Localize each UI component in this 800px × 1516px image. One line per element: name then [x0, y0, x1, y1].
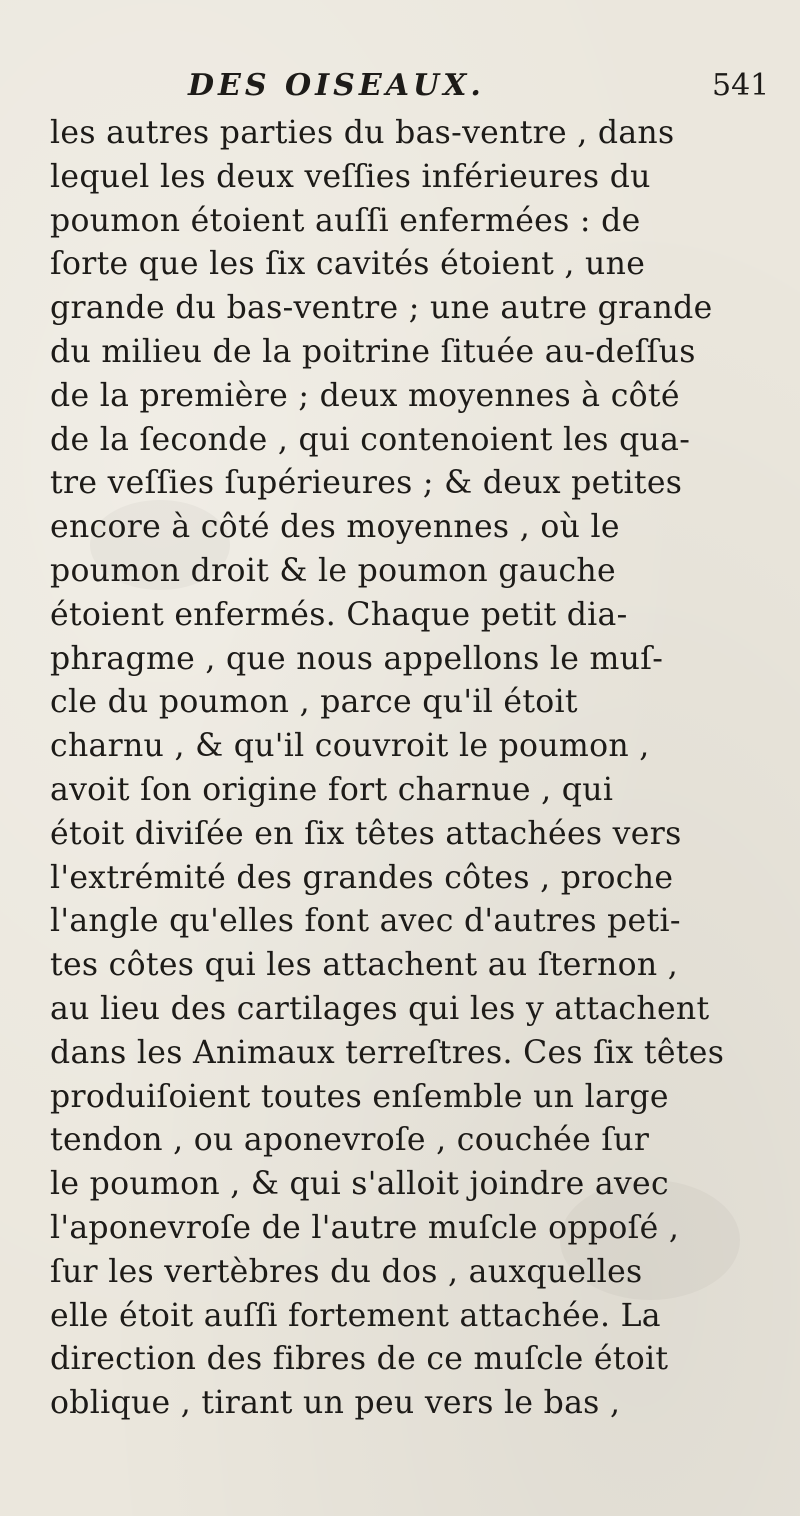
text-line: dans les Animaux terreſtres. Ces ſix têtes [50, 1034, 725, 1071]
text-line: elle étoit auſſi fortement attachée. La [50, 1297, 661, 1334]
text-line: direction des fibres de ce muſcle étoit [50, 1341, 669, 1378]
text-line: tendon , ou aponevroſe , couchée ſur [50, 1122, 650, 1159]
text-line: ſur les vertèbres du dos , auxquelles [50, 1253, 643, 1290]
running-head: DES OISEAUX. [188, 68, 485, 103]
text-line: poumon droit & le poumon gauche [50, 552, 616, 589]
page-header [0, 68, 800, 114]
text-line: ſorte que les ſix cavités étoient , une [50, 246, 646, 283]
text-line: le poumon , & qui s'alloit joindre avec [50, 1166, 669, 1203]
text-line: produiſoient toutes enſemble un large [50, 1078, 669, 1115]
text-line: l'aponevroſe de l'autre muſcle oppoſé , [50, 1209, 680, 1246]
text-line: l'extrémité des grandes côtes , proche [50, 859, 674, 896]
text-line: étoit diviſée en ſix têtes attachées vers [50, 815, 682, 852]
text-line: de la ſeconde , qui contenoient les qua- [50, 421, 691, 458]
text-line: charnu , & qu'il couvroit le poumon , [50, 728, 650, 765]
text-line: phragme , que nous appellons le muſ- [50, 640, 664, 677]
text-line: les autres parties du bas-ventre , dans [50, 115, 675, 151]
text-line: l'angle qu'elles font avec d'autres peti- [50, 903, 681, 940]
text-line: au lieu des cartilages qui les y attachent [50, 990, 710, 1027]
text-line: avoit ſon origine fort charnue , qui [50, 771, 614, 808]
text-line: de la première ; deux moyennes à côté [50, 377, 680, 414]
text-line: oblique , tirant un peu vers le bas , [50, 1385, 621, 1422]
text-line: poumon étoient auſſi enfermées : de [50, 202, 641, 239]
text-line: du milieu de la poitrine ſituée au-deſſus [50, 333, 696, 370]
text-line: lequel les deux veſſies inférieures du [50, 158, 651, 195]
text-line: encore à côté des moyennes , où le [50, 509, 620, 546]
text-line: tes côtes qui les attachent au ſternon , [50, 947, 679, 984]
body-text [50, 112, 798, 1426]
text-line: étoient enfermés. Chaque petit dia- [50, 596, 628, 633]
page-number: 541 [712, 68, 770, 103]
text-line: cle du poumon , parce qu'il étoit [50, 684, 578, 721]
text-line: grande du bas-ventre ; une autre grande [50, 290, 713, 327]
text-line: tre veſſies ſupérieures ; & deux petites [50, 465, 683, 502]
